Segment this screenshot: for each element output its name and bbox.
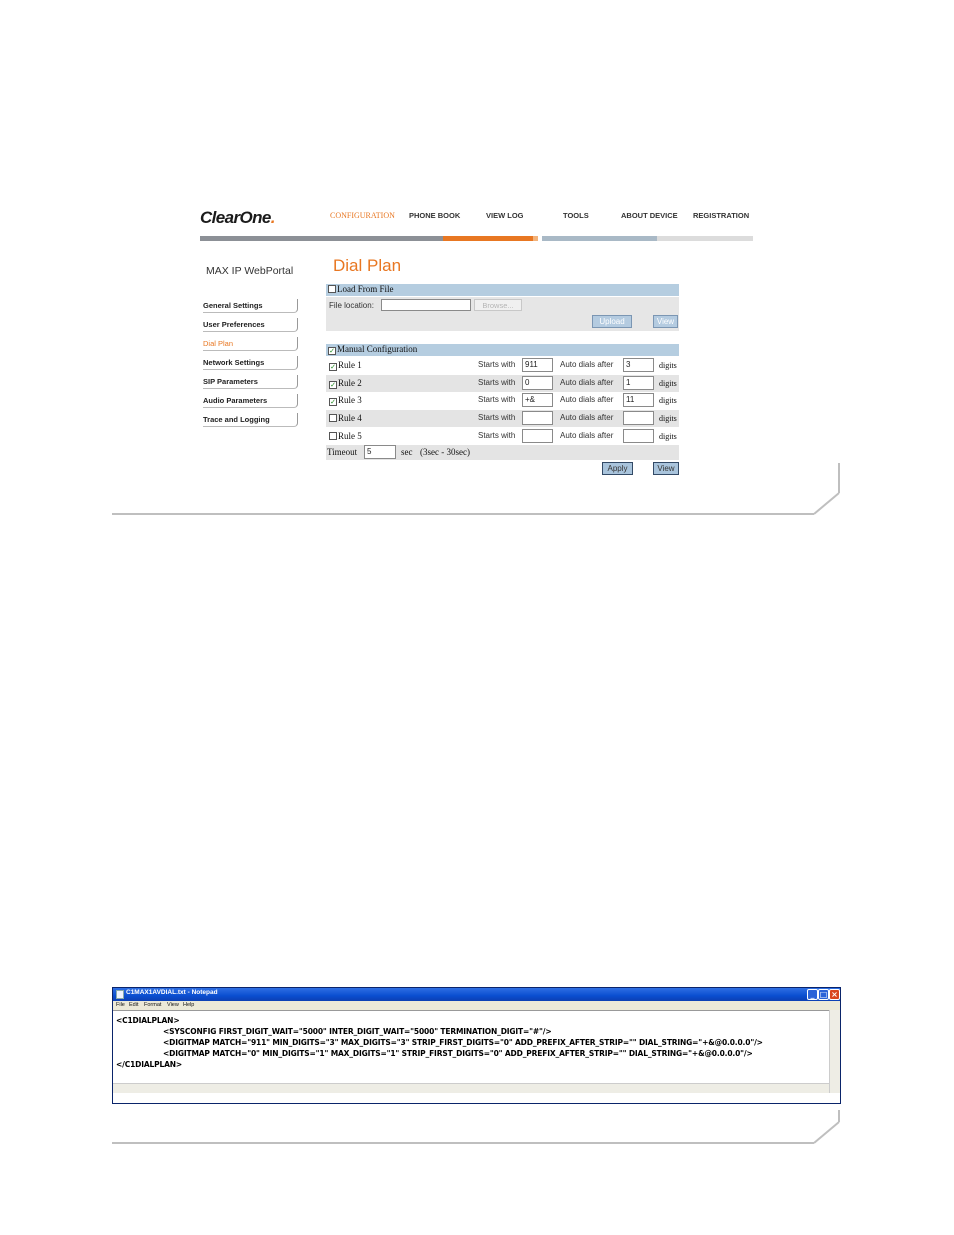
figure-frame-bottom	[112, 1142, 814, 1144]
auto-dials-after-input[interactable]	[623, 411, 654, 425]
file-location-label: File location:	[329, 301, 374, 310]
browse-button[interactable]: Browse...	[474, 299, 522, 311]
starts-with-input[interactable]: 911	[522, 358, 553, 372]
close-icon[interactable]: ×	[829, 989, 840, 1000]
apply-button[interactable]: Apply	[602, 462, 633, 475]
nav-configuration[interactable]: CONFIGURATION	[330, 211, 395, 220]
menu-file[interactable]: File	[116, 1002, 125, 1008]
auto-dials-after-label: Auto dials after	[560, 395, 614, 404]
notepad-title-bar[interactable]	[113, 988, 840, 1001]
rule-checkbox[interactable]: ✓	[330, 363, 336, 371]
menu-view[interactable]: View	[167, 1002, 179, 1008]
starts-with-label: Starts with	[478, 413, 516, 422]
auto-dials-after-input[interactable]: 1	[623, 376, 654, 390]
rule-row	[326, 428, 679, 445]
load-from-file-panel	[326, 297, 679, 331]
starts-with-label: Starts with	[478, 431, 516, 440]
starts-with-input[interactable]: +&	[522, 393, 553, 407]
nav-bar-segment	[657, 236, 753, 241]
sidebar-item-dial-plan[interactable]: Dial Plan	[203, 337, 298, 351]
timeout-unit: sec	[401, 447, 413, 457]
timeout-row	[326, 445, 679, 460]
nav-tools[interactable]: TOOLS	[563, 211, 589, 220]
nav-view-log[interactable]: VIEW LOG	[486, 211, 524, 220]
window-title: C1MAX1AVDIAL.txt - Notepad	[126, 989, 218, 996]
nav-bar-segment	[533, 236, 538, 241]
nav-bar-active-segment	[443, 236, 533, 241]
rule-checkbox[interactable]: ✓	[330, 381, 336, 389]
sidebar-item-network-settings[interactable]: Network Settings	[203, 356, 298, 370]
auto-dials-after-label: Auto dials after	[560, 413, 614, 422]
manual-configuration-header	[326, 344, 679, 356]
rule-row	[326, 392, 679, 409]
timeout-input[interactable]: 5	[364, 445, 396, 459]
text-line: <SYSCONFIG FIRST_DIGIT_WAIT="5000" INTER_DIGIT_WAIT="5000" TERMINATION_DIGIT="#"/>	[163, 1027, 552, 1036]
upload-button[interactable]: Upload	[592, 315, 632, 328]
nav-bar-segment	[200, 236, 443, 241]
nav-about-device[interactable]: ABOUT DEVICE	[621, 211, 678, 220]
rule-checkbox[interactable]	[329, 432, 337, 440]
view-config-button[interactable]: View	[653, 462, 679, 475]
manual-configuration-label: Manual Configuration	[337, 344, 418, 354]
menu-help[interactable]: Help	[183, 1002, 195, 1008]
auto-dials-after-label: Auto dials after	[560, 431, 614, 440]
text-line: <C1DIALPLAN>	[116, 1016, 180, 1025]
portal-title: MAX IP WebPortal	[206, 265, 294, 277]
timeout-label: Timeout	[327, 447, 358, 457]
rule-name: Rule 5	[329, 431, 362, 441]
manual-configuration-checkbox[interactable]: ✓	[329, 347, 335, 355]
maximize-icon[interactable]: □	[819, 990, 828, 999]
notepad-icon	[116, 990, 124, 999]
load-from-file-header	[326, 284, 679, 296]
auto-dials-after-input[interactable]: 11	[623, 393, 654, 407]
sidebar-item-general-settings[interactable]: General Settings	[203, 299, 298, 313]
digits-label: digits	[659, 396, 677, 405]
figure-frame-corner	[812, 491, 842, 517]
rule-name: ✓ Rule 3	[330, 395, 362, 406]
sidebar-item-audio-parameters[interactable]: Audio Parameters	[203, 394, 298, 408]
rule-row	[326, 410, 679, 427]
sidebar-item-trace-and-logging[interactable]: Trace and Logging	[203, 413, 298, 427]
page-title: Dial Plan	[333, 256, 402, 275]
figure-frame-right	[838, 463, 840, 493]
notepad-window	[112, 987, 841, 1104]
minimize-icon[interactable]: _	[807, 989, 818, 1000]
figure-frame-bottom	[112, 513, 814, 515]
starts-with-label: Starts with	[478, 360, 516, 369]
rule-checkbox[interactable]	[329, 414, 337, 422]
sidebar-item-sip-parameters[interactable]: SIP Parameters	[203, 375, 298, 389]
starts-with-label: Starts with	[478, 395, 516, 404]
starts-with-label: Starts with	[478, 378, 516, 387]
rule-row	[326, 357, 679, 374]
rule-checkbox[interactable]: ✓	[330, 398, 336, 406]
rule-name: Rule 4	[329, 413, 362, 423]
menu-format[interactable]: Format	[144, 1002, 162, 1008]
nav-phone-book[interactable]: PHONE BOOK	[409, 211, 461, 220]
view-file-button[interactable]: View	[653, 315, 678, 328]
text-line: <DIGITMAP MATCH="911" MIN_DIGITS="3" MAX_DIGITS="3" STRIP_FIRST_DIGITS="0" ADD_PREFIX_AFTER_STRIP="" DIAL_STRING="+&@0.0.0.0"/>	[163, 1038, 763, 1047]
clearone-logo: ClearOne.	[200, 208, 275, 227]
text-line: <DIGITMAP MATCH="0" MIN_DIGITS="1" MAX_DIGITS="1" STRIP_FIRST_DIGITS="0" ADD_PREFIX_AFTER_STRIP="" DIAL_STRING="+&@0.0.0.0"/>	[163, 1049, 753, 1058]
notepad-text-area[interactable]	[113, 1010, 829, 1093]
sidebar-item-user-preferences[interactable]: User Preferences	[203, 318, 298, 332]
rule-row	[326, 375, 679, 392]
vertical-scrollbar[interactable]	[829, 1010, 840, 1093]
rule-name: ✓ Rule 2	[330, 378, 362, 389]
nav-registration[interactable]: REGISTRATION	[693, 211, 750, 220]
webportal-screenshot	[196, 200, 761, 490]
auto-dials-after-label: Auto dials after	[560, 360, 614, 369]
horizontal-scrollbar[interactable]	[113, 1083, 829, 1093]
text-line: </C1DIALPLAN>	[116, 1060, 183, 1069]
digits-label: digits	[659, 379, 677, 388]
digits-label: digits	[659, 361, 677, 370]
load-from-file-label: Load From File	[337, 284, 394, 294]
auto-dials-after-label: Auto dials after	[560, 378, 614, 387]
starts-with-input[interactable]: 0	[522, 376, 553, 390]
load-from-file-checkbox[interactable]	[328, 285, 336, 293]
nav-bar-segment	[542, 236, 657, 241]
auto-dials-after-input[interactable]: 3	[623, 358, 654, 372]
digits-label: digits	[659, 432, 677, 441]
starts-with-input[interactable]	[522, 429, 553, 443]
rule-name: ✓ Rule 1	[330, 360, 362, 371]
file-location-input[interactable]	[381, 299, 471, 311]
auto-dials-after-input[interactable]	[623, 429, 654, 443]
figure-frame-corner	[812, 1120, 842, 1146]
notepad-menu-bar	[113, 1001, 840, 1010]
starts-with-input[interactable]	[522, 411, 553, 425]
menu-edit[interactable]: Edit	[129, 1002, 139, 1008]
digits-label: digits	[659, 414, 677, 423]
timeout-range: (3sec - 30sec)	[420, 447, 470, 457]
